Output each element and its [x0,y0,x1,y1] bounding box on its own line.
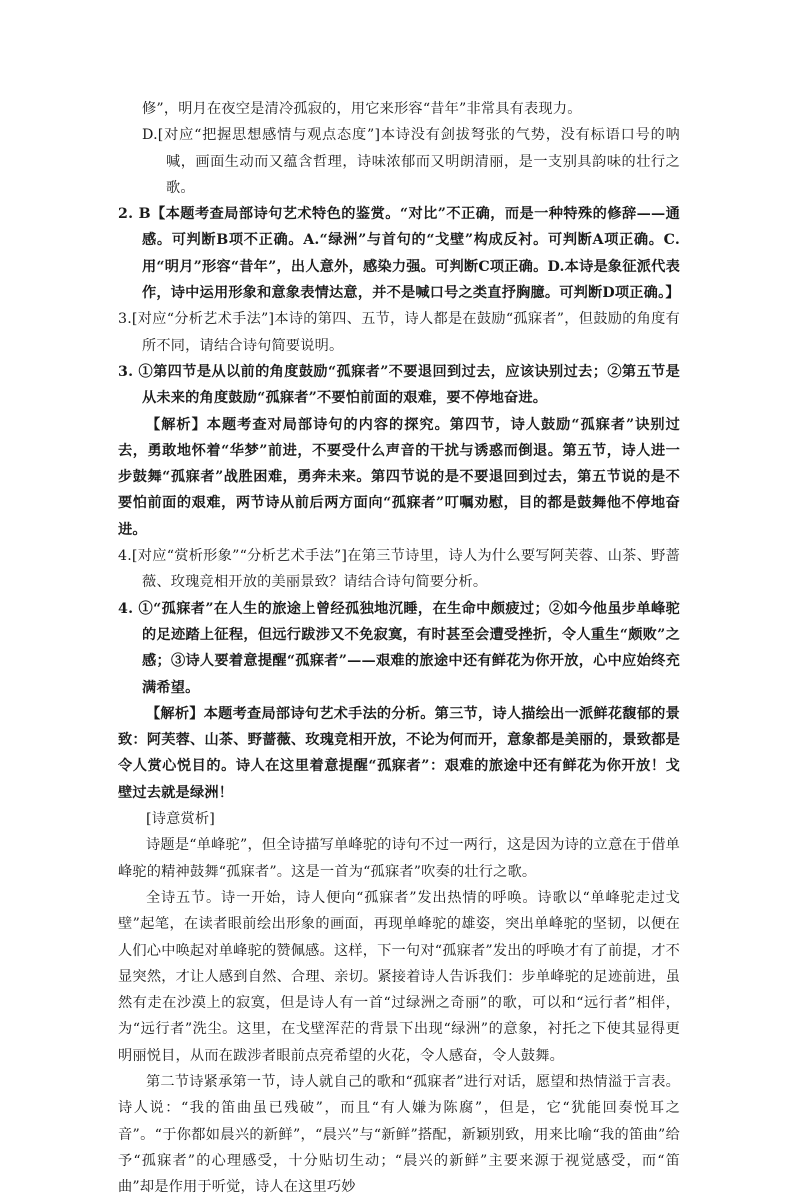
document-page [118,96,680,1200]
explanation-3: 【解析】本题考查对局部诗句的内容的探究。第四节，诗人鼓励“孤寐者”诀别过去，勇敢地怀着“华梦”前进，不要受什么声音的干扰与诱惑而倒退。第五节，诗人进一步鼓舞“孤寐者”战胜困难，勇奔未来。第四节说的是不要退回到过去，第五节说的是不要怕前面的艰难，两节诗从前后两方面向“孤寐者”叮嘱劝慰，目的都是鼓舞他不停地奋进。 [118,416,680,538]
explanation-4: 【解析】本题考查局部诗句艺术手法的分析。第三节，诗人描绘出一派鲜花馥郁的景致：阿芙蓉、山茶、野蔷薇、玫瑰竞相开放，不论为何而开，意象都是美丽的，景致都是令人赏心悦目的。诗人在这里着意提醒“孤寐者”：艰难的旅途中还有鲜花为你开放！戈壁过去就是绿洲！ [118,705,680,801]
answer-1-continuation: 修”，明月在夜空是清冷孤寂的，用它来形容“昔年”非常具有表现力。 [142,101,582,117]
answer-4: 4. ①“孤寐者”在人生的旅途上曾经孤独地沉睡，在生命中颇疲过；②如今他虽步单峰驼的足迹踏上征程，但远行跋涉又不免寂寞，有时甚至会遭受挫折，令人重生“颇败”之感；③诗人要着意提醒“孤寐者”——艰难的旅途中还有鲜花为你开放，心中应始终充满希望。 [118,600,680,696]
option-d: D.[对应“把握思想感情与观点态度”]本诗没有剑拔弩张的气势，没有标语口号的呐喊，画面生动而又蕴含哲理，诗味浓郁而又明朗清丽，是一支别具韵味的壮行之歌。 [142,127,680,196]
appreciation-paragraph-3: 第二节诗紧承第一节，诗人就自己的歌和“孤寐者”进行对话，愿望和热情溢于言表。诗人说：“我的笛曲虽已残破”，而且“有人嫌为陈腐”，但是，它“犹能回奏悦耳之音”。“于你都如晨兴的新鲜”，“晨兴”与“新鲜”搭配，新颖别致，用来比喻“我的笛曲”给予“孤寐者”的心理感受，十分贴切生动；“晨兴的新鲜”主要来源于视觉感受，而“笛曲”却是作用于听觉，诗人在这里巧妙 [118,1073,680,1196]
answer-2: 2. B【本题考查局部诗句艺术特色的鉴赏。“对比”不正确，而是一种特殊的修辞——通感。可判断B项不正确。A.“绿洲”与首句的“戈壁”构成反衬。可判断A项正确。C.用“明月”形容“昔年”，出人意外，感染力强。可判断C项正确。D.本诗是象征派代表作，诗中运用形象和意象表情达意，并不是喊口号之类直抒胸臆。可判断D项正确。】 [118,206,680,302]
question-3: 3.[对应“分析艺术手法”]本诗的第四、五节，诗人都是在鼓励“孤寐者”，但鼓励的角度有所不同，请结合诗句简要说明。 [118,311,680,354]
answer-3: 3. ①第四节是从以前的角度鼓励“孤寐者”不要退回到过去，应该诀别过去；②第五节是从未来的角度鼓励“孤寐者”不要怕前面的艰难，要不停地奋进。 [118,363,680,407]
question-4: 4.[对应“赏析形象”“分析艺术手法”]在第三节诗里，诗人为什么要写阿芙蓉、山茶、野蔷薇、玫瑰竞相开放的美丽景致？请结合诗句简要分析。 [118,548,680,591]
appreciation-paragraph-2: 全诗五节。诗一开始，诗人便向“孤寐者”发出热情的呼唤。诗歌以“单峰驼走过戈壁”起笔，在读者眼前绘出形象的画面，再现单峰驼的雄姿，突出单峰驼的坚韧，以便在人们心中唤起对单峰驼的赞佩感。这样，下一句对“孤寐者”发出的呼唤才有了前提，才不显突然，才让人感到自然、合理、亲切。紧接着诗人告诉我们：步单峰驼的足迹前进，虽然有走在沙漠上的寂寞，但是诗人有一首“过绿洲之奇丽”的歌，可以和“远行者”相伴，为“远行者”洗尘。这里，在戈壁浑茫的背景下出现“绿洲”的意象，衬托之下使其显得更明丽悦目，从而在跋涉者眼前点亮希望的火花，令人感奋，令人鼓舞。 [118,889,680,1064]
section-heading: [诗意赏析] [146,811,216,828]
appreciation-paragraph-1: 诗题是“单峰驼”，但全诗描写单峰驼的诗句不过一两行，这是因为诗的立意在于借单峰驼的精神鼓舞“孤寐者”。这是一首为“孤寐者”吹奏的壮行之歌。 [118,837,680,880]
